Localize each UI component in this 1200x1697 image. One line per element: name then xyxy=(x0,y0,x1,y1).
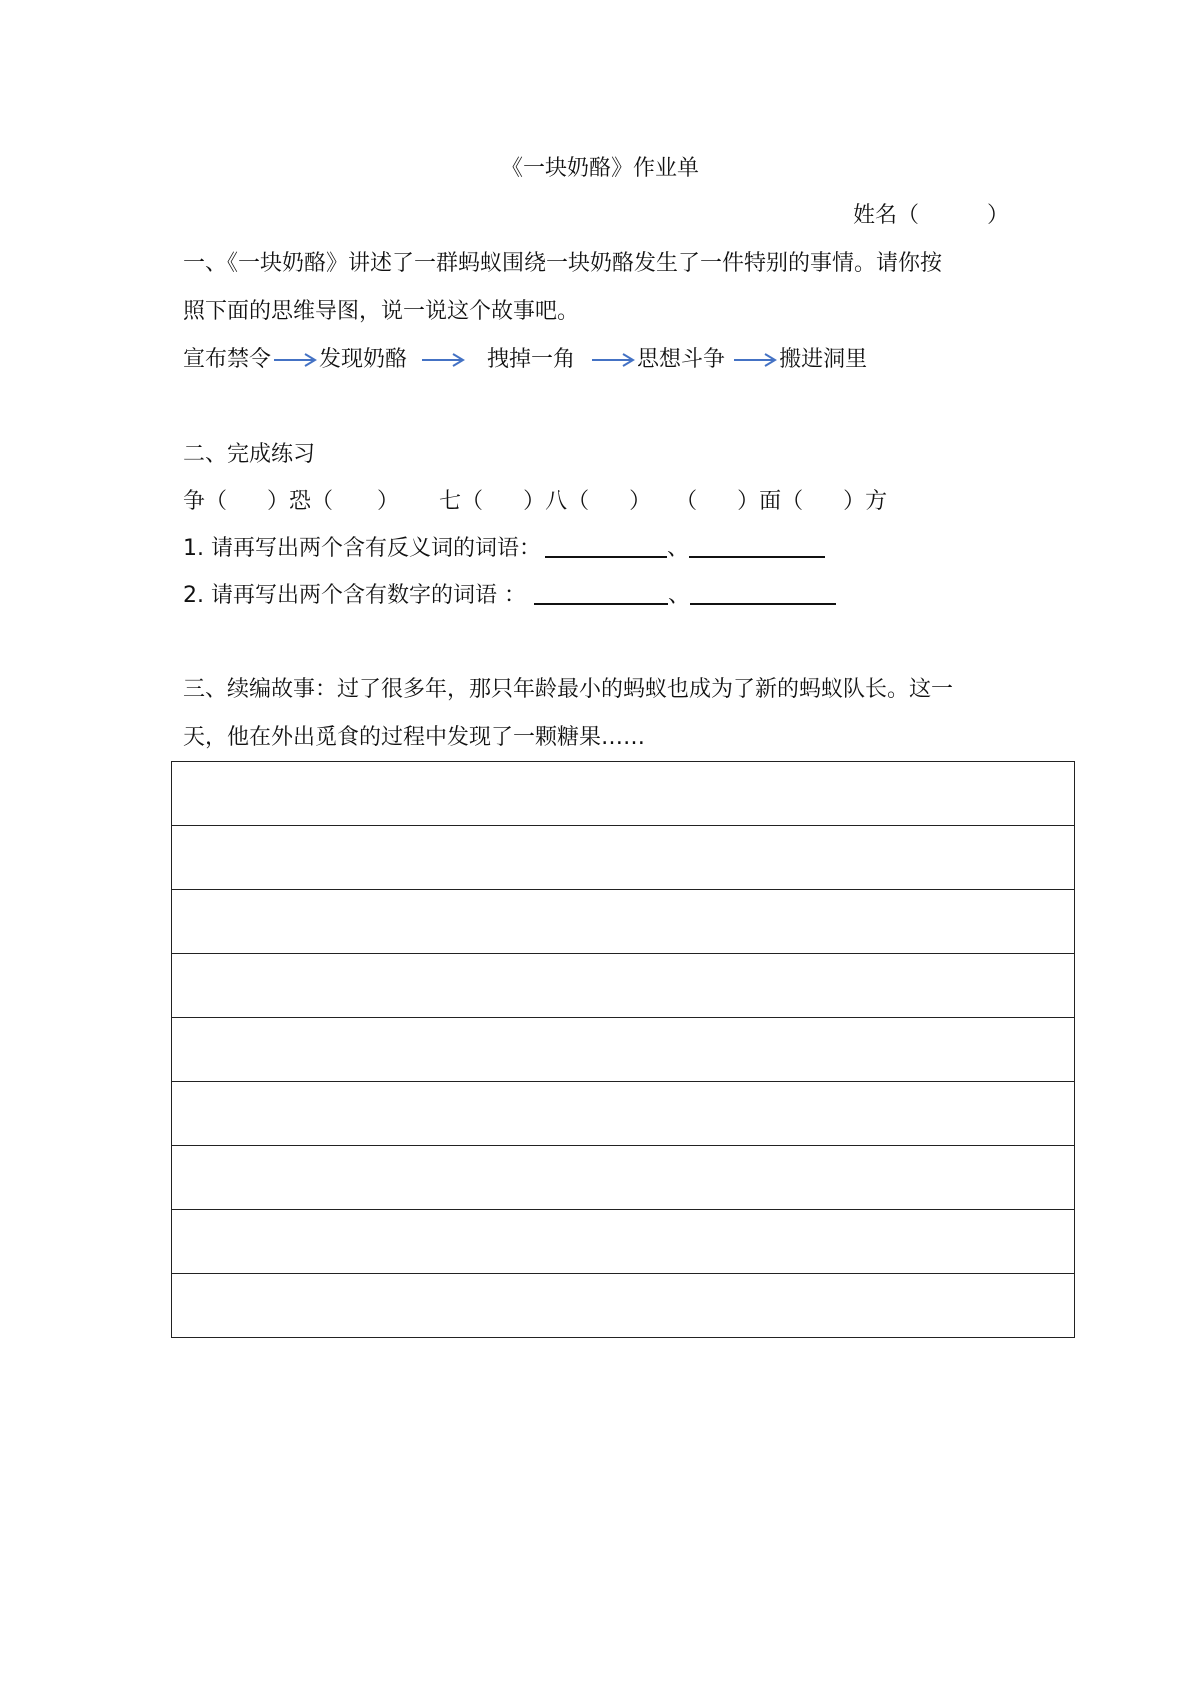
blank-text: ）八（ xyxy=(523,489,590,514)
blank-text: （ xyxy=(675,489,698,514)
fill-blank[interactable] xyxy=(803,491,843,513)
blank-text: ） xyxy=(629,489,652,514)
writing-row[interactable] xyxy=(172,890,1074,954)
section1-line1: 一、《一块奶酪》讲述了一群蚂蚁围绕一块奶酪发生了一件特别的事情。请你按 xyxy=(183,251,943,276)
writing-row[interactable] xyxy=(172,1146,1074,1210)
name-close: ） xyxy=(987,203,1010,228)
answer-blank[interactable] xyxy=(545,555,667,558)
section3-line1: 三、续编故事：过了很多年，那只年龄最小的蚂蚁也成为了新的蚂蚁队长。这一 xyxy=(183,677,954,702)
blank-text: 七（ xyxy=(439,489,484,514)
writing-row[interactable] xyxy=(172,954,1074,1018)
blank-text: ）面（ xyxy=(737,489,804,514)
question-2-text: 2. 请再写出两个含有数字的词语 ： xyxy=(183,583,526,608)
answer-blank[interactable] xyxy=(690,602,836,605)
flow-step: 拽掉一角 xyxy=(487,347,576,372)
section1-line2: 照下面的思维导图，说一说这个故事吧。 xyxy=(183,299,580,324)
section3-line2: 天，他在外出觅食的过程中发现了一颗糖果…… xyxy=(183,725,646,750)
fill-blank[interactable] xyxy=(333,491,377,513)
fill-blank[interactable] xyxy=(697,491,737,513)
separator: 、 xyxy=(667,583,690,608)
blank-text: ）方 xyxy=(843,489,888,514)
writing-row[interactable] xyxy=(172,762,1074,826)
flow-step: 搬进洞里 xyxy=(779,347,868,372)
fill-blank[interactable] xyxy=(227,491,267,513)
worksheet-title: 《一块奶酪》作业单 xyxy=(500,156,699,181)
writing-row[interactable] xyxy=(172,1274,1074,1338)
story-flow xyxy=(183,349,867,371)
answer-blank[interactable] xyxy=(534,602,668,605)
flow-step: 思想斗争 xyxy=(637,347,726,372)
blank-text: ） xyxy=(377,489,400,514)
blank-text: 争（ xyxy=(183,489,228,514)
right-arrow-icon xyxy=(421,353,465,367)
answer-blank[interactable] xyxy=(689,555,825,558)
separator: 、 xyxy=(667,536,690,561)
right-arrow-icon xyxy=(591,353,635,367)
right-arrow-icon xyxy=(733,353,777,367)
question-2 xyxy=(183,585,836,607)
right-arrow-icon xyxy=(273,353,317,367)
flow-step: 宣布禁令 xyxy=(183,347,272,372)
fill-blank[interactable] xyxy=(589,491,629,513)
writing-row[interactable] xyxy=(172,1082,1074,1146)
question-1 xyxy=(183,538,825,560)
fill-blank[interactable] xyxy=(483,491,523,513)
blank-text: ）恐（ xyxy=(267,489,334,514)
writing-row[interactable] xyxy=(172,1018,1074,1082)
question-1-text: 1. 请再写出两个含有反义词的词语： xyxy=(183,536,541,561)
name-label: 姓名（ xyxy=(853,203,920,228)
section2-heading: 二、完成练习 xyxy=(183,442,316,467)
idiom-blanks xyxy=(183,491,887,513)
name-field[interactable] xyxy=(853,205,1009,227)
writing-row[interactable] xyxy=(172,826,1074,890)
writing-grid xyxy=(171,761,1075,1338)
writing-row[interactable] xyxy=(172,1210,1074,1274)
flow-step: 发现奶酪 xyxy=(319,347,408,372)
